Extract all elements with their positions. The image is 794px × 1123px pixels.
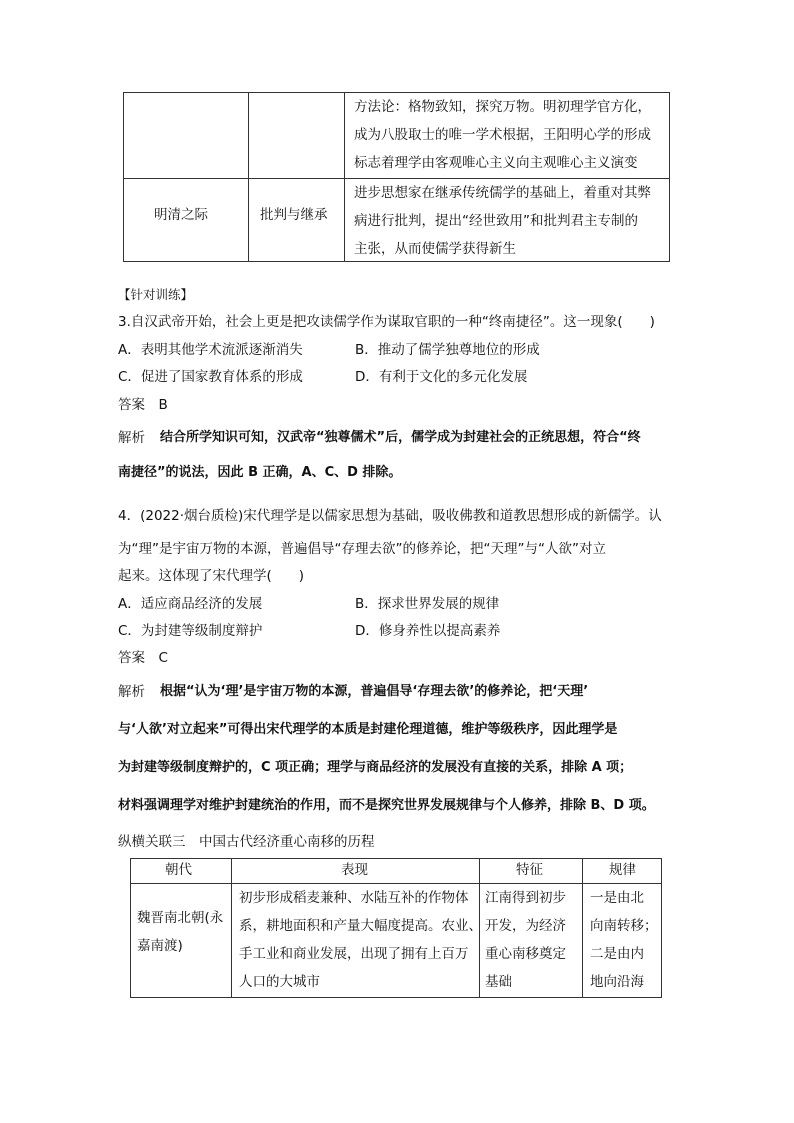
question-4-analysis-line-3: 为封建等级制度辩护的，C 项正确；理学与商品经济的发展没有直接的关系，排除 A 项； bbox=[118, 760, 633, 775]
question-3-option-b: B．推动了儒学独尊地位的形成 bbox=[355, 342, 540, 358]
question-4-answer: 答案 C bbox=[118, 650, 168, 666]
section-label-practice: 【针对训练】 bbox=[118, 287, 194, 302]
table-cell-performance: 初步形成稻麦兼种、水陆互补的作物体 系，耕地面积和产量大幅度提高。农业、 手工业和商业发展，出现了拥有上百万 人口的大城市 bbox=[239, 890, 482, 990]
question-4-analysis-label: 解析 bbox=[118, 684, 145, 700]
question-4-option-a: A．适应商品经济的发展 bbox=[118, 596, 263, 612]
question-3-option-a: A．表明其他学术流派逐渐消失 bbox=[118, 342, 303, 358]
table-cell-feature: 批判与继承 bbox=[260, 207, 328, 223]
table-cell-feature: 江南得到初步 开发，为经济 重心南移奠定 基础 bbox=[485, 890, 566, 990]
question-3-answer: 答案 B bbox=[118, 397, 168, 413]
question-4-option-b: B．探求世界发展的规律 bbox=[355, 596, 500, 612]
table-header-performance: 表现 bbox=[341, 862, 368, 878]
question-4-analysis-line-1: 根据“认为‘理’是宇宙万物的本源，普遍倡导‘存理去欲’的修养论，把‘天理’ bbox=[160, 684, 589, 699]
table-economic-shift bbox=[130, 858, 662, 998]
question-3-analysis-line-1: 结合所学知识可知，汉武帝“独尊儒术”后，儒学成为封建社会的正统思想，符合“终 bbox=[160, 430, 641, 445]
question-4-option-d: D．修身养性以提高素养 bbox=[355, 623, 501, 639]
question-4-stem-line-2: 为“理”是宇宙万物的本源，普遍倡导“存理去欲”的修养论，把“天理”与“人欲”对立 bbox=[118, 541, 606, 557]
question-4-analysis-line-4: 材料强调理学对维护封建统治的作用，而不是探究世界发展规律与个人修养，排除 B、D 项。 bbox=[118, 798, 655, 813]
table-cell-dynasty: 魏晋南北朝(永 嘉南渡) bbox=[137, 910, 224, 954]
table-header-dynasty: 朝代 bbox=[165, 862, 192, 878]
table-cell-method: 方法论：格物致知，探究万物。明初理学官方化， 成为八股取士的唯一学术根据，王阳明心学的形成 标志着理学由客观唯心主义向主观唯心主义演变 bbox=[354, 99, 651, 171]
question-3-option-d: D．有利于文化的多元化发展 bbox=[355, 369, 528, 385]
table-cell-desc: 进步思想家在继承传统儒学的基础上，着重对其弊 病进行批判，提出“经世致用”和批判君主专制的 主张，从而使儒学获得新生 bbox=[354, 185, 651, 257]
table-header-rule: 规律 bbox=[609, 862, 636, 878]
section-3-title: 纵横关联三 中国古代经济重心南移的历程 bbox=[118, 834, 375, 850]
question-3-option-c: C．促进了国家教育体系的形成 bbox=[118, 369, 303, 385]
table-cell-period: 明清之际 bbox=[154, 207, 208, 223]
table-header-feature: 特征 bbox=[516, 862, 543, 878]
question-4-stem-line-1: 4．(2022·烟台质检)宋代理学是以儒家思想为基础，吸收佛教和道教思想形成的新儒学。认 bbox=[118, 508, 662, 524]
question-4-option-c: C．为封建等级制度辩护 bbox=[118, 623, 263, 639]
question-3-stem: 3.自汉武帝开始，社会上更是把攻读儒学作为谋取官职的一种“终南捷径”。这一现象( ) bbox=[118, 314, 655, 330]
table-cell-rule: 一是由北 向南转移； 二是由内 地向沿海 bbox=[590, 890, 658, 990]
question-3-analysis-line-2: 南捷径”的说法，因此 B 正确，A、C、D 排除。 bbox=[118, 465, 402, 480]
question-3-analysis-label: 解析 bbox=[118, 430, 145, 446]
table-schools-thought bbox=[123, 92, 670, 262]
question-4-stem-line-3: 起来。这体现了宋代理学( ) bbox=[118, 568, 305, 584]
question-4-analysis-line-2: 与‘人欲’对立起来”可得出宋代理学的本质是封建伦理道德，维护等级秩序，因此理学是 bbox=[118, 722, 618, 737]
